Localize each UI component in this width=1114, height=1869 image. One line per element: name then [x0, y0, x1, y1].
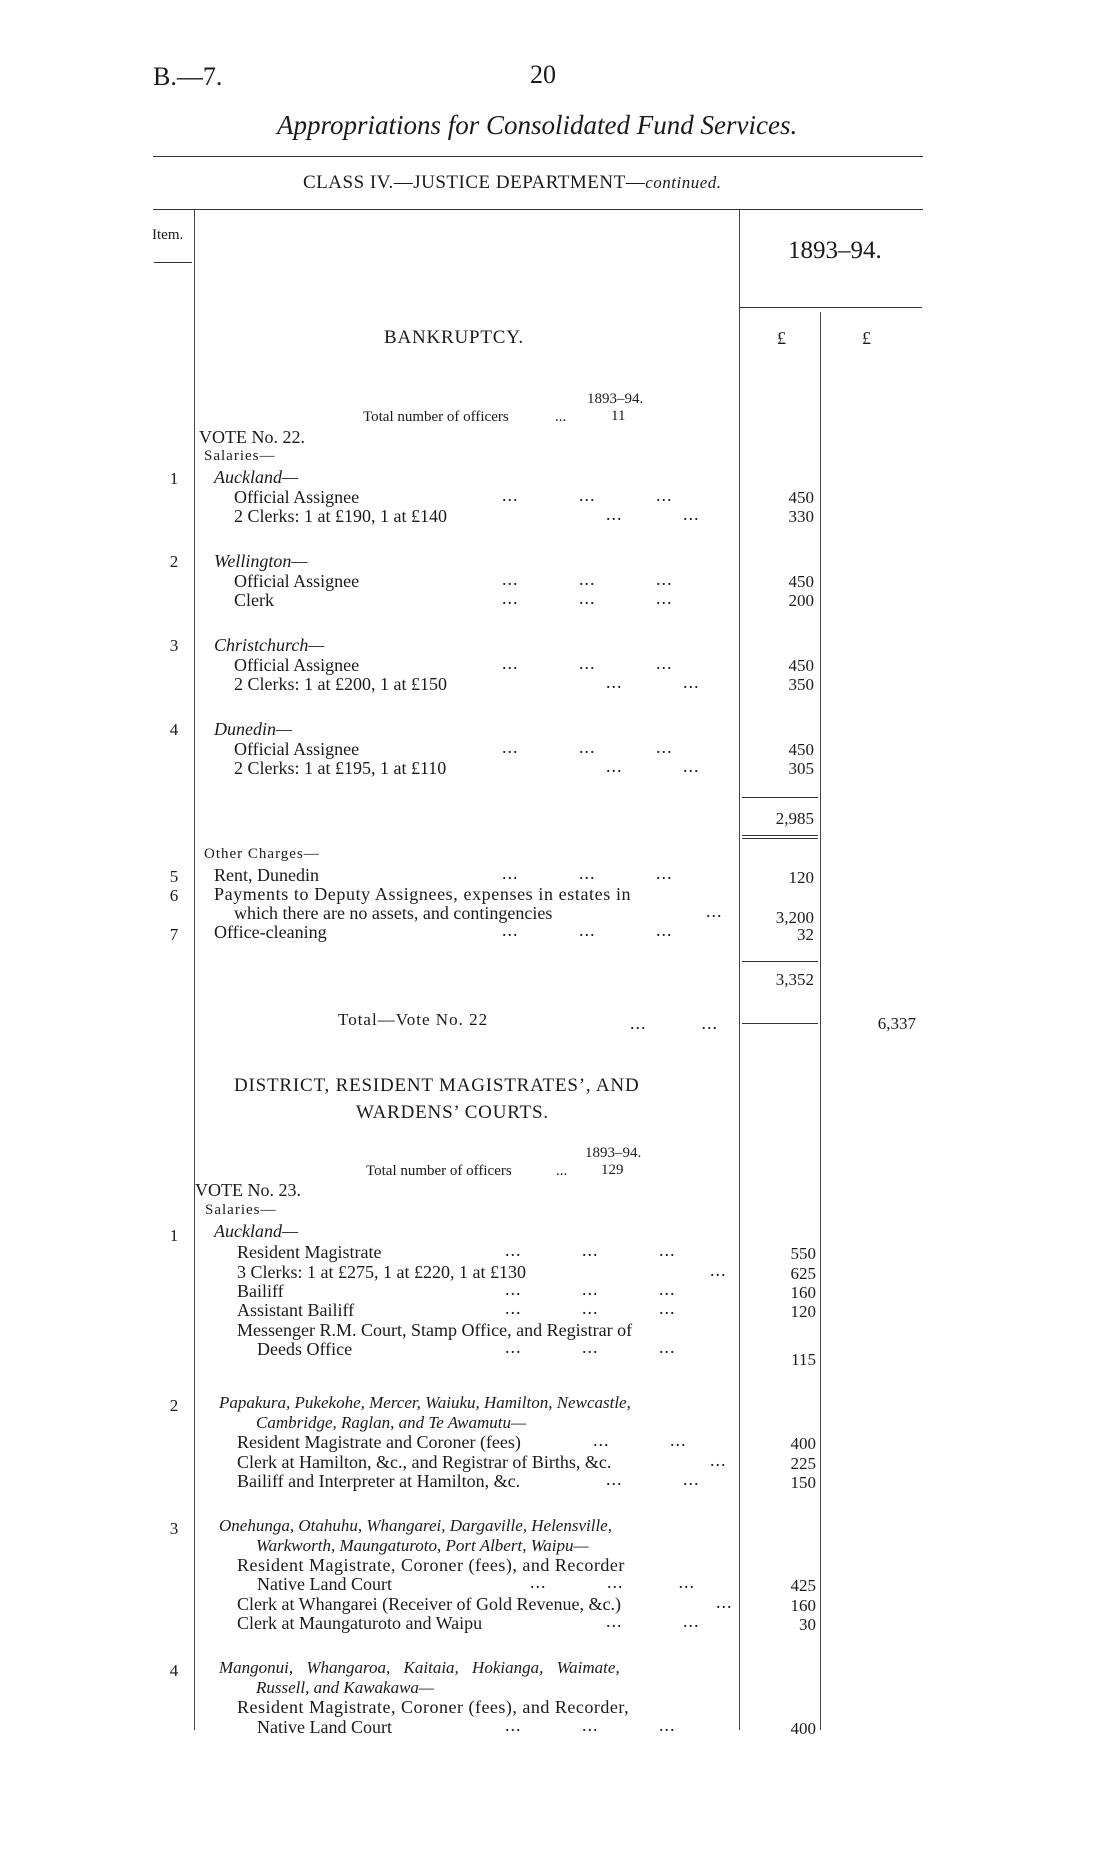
title-rule [153, 209, 923, 210]
leader-dots: ... ... ... [502, 569, 673, 589]
line-item-continued: which there are no assets, and contingencies [234, 903, 553, 923]
pound-sign-2: £ [862, 328, 871, 348]
amount: 160 [790, 1283, 816, 1302]
salaries-subtotal: 2,985 [775, 809, 814, 828]
officers-count: 129 [601, 1162, 624, 1178]
officers-dots: ... [555, 409, 567, 425]
leader-dots: ... [710, 1450, 727, 1470]
leader-dots: ... ... [630, 1013, 718, 1033]
leader-dots: ... ... [606, 672, 700, 692]
line-item: 3 Clerks: 1 at £275, 1 at £220, 1 at £130 [237, 1262, 526, 1282]
district-title-line2: WARDENS’ COURTS. [356, 1102, 549, 1123]
pound-sign-1: £ [777, 328, 786, 348]
location-heading: Auckland— [214, 1221, 298, 1241]
leader-dots: ... ... ... [502, 485, 673, 505]
line-item-continued: Native Land Court [257, 1574, 392, 1594]
officers-year: 1893–94. [587, 391, 644, 407]
line-item: Resident Magistrate [237, 1242, 382, 1262]
amount: 30 [799, 1615, 816, 1634]
amount: 150 [790, 1473, 816, 1492]
line-item: Official Assignee [234, 487, 360, 507]
subtotal-rule-bottom-2 [742, 838, 818, 839]
header-rule [153, 156, 923, 157]
line-item: Messenger R.M. Court, Stamp Office, and Registrar of [237, 1320, 633, 1340]
item-number: 5 [169, 867, 179, 886]
line-item: Rent, Dunedin [214, 865, 319, 885]
location-heading-continued: Russell, and Kawakawa— [256, 1678, 435, 1697]
amount: 305 [788, 759, 814, 778]
line-item: 2 Clerks: 1 at £190, 1 at £140 [234, 506, 447, 526]
amount: 625 [790, 1264, 816, 1283]
amount: 32 [797, 925, 814, 944]
leader-dots: ... ... ... [502, 588, 673, 608]
page-number: 20 [530, 60, 556, 89]
leader-dots: ... ... [593, 1430, 687, 1450]
item-number: 6 [169, 886, 179, 905]
amount: 115 [791, 1350, 816, 1369]
leader-dots: ... ... [606, 1611, 700, 1631]
salaries-heading: Salaries— [204, 448, 276, 464]
amount: 450 [788, 656, 814, 675]
item-number: 1 [169, 469, 179, 488]
vote-22-total-label: Total—Vote No. 22 [338, 1010, 489, 1029]
line-item: Official Assignee [234, 655, 360, 675]
officers-dots: ... [556, 1163, 568, 1179]
amount: 425 [790, 1576, 816, 1595]
amount: 200 [788, 591, 814, 610]
other-charges-subtotal: 3,352 [775, 970, 814, 989]
item-number: 3 [169, 1519, 179, 1538]
line-item: Clerk at Whangarei (Receiver of Gold Revenue, &c.) [237, 1594, 622, 1614]
officers-count: 11 [611, 408, 626, 424]
location-heading: Dunedin— [214, 719, 292, 739]
amount: 450 [788, 740, 814, 759]
officers-label: Total number of officers [366, 1163, 512, 1179]
subtotal-rule-top [742, 797, 818, 798]
location-heading-continued: Warkworth, Maungaturoto, Port Albert, Waipu— [256, 1536, 589, 1555]
leader-dots: ... ... ... [502, 653, 673, 673]
line-item: Assistant Bailiff [237, 1300, 355, 1320]
item-number: 4 [169, 1661, 179, 1680]
leader-dots: ... ... ... [505, 1298, 676, 1318]
leader-dots: ... ... ... [505, 1279, 676, 1299]
vote-22-total: 6,337 [877, 1014, 916, 1033]
line-item: 2 Clerks: 1 at £195, 1 at £110 [234, 758, 447, 778]
officers-year: 1893–94. [585, 1145, 642, 1161]
page-subtitle: Appropriations for Consolidated Fund Services. [277, 110, 798, 140]
line-item: Clerk at Maungaturoto and Waipu [237, 1613, 483, 1633]
vote-22: VOTE No. 22. [199, 427, 305, 447]
bankruptcy-title: BANKRUPTCY. [384, 327, 524, 348]
leader-dots: ... ... ... [530, 1572, 695, 1592]
subtotal-rule-bottom [742, 835, 818, 836]
amount: 550 [790, 1244, 816, 1263]
line-item: Official Assignee [234, 739, 360, 759]
item-number: 2 [169, 1396, 179, 1415]
amount: 330 [788, 507, 814, 526]
leader-dots: ... ... [606, 1469, 700, 1489]
class-title: CLASS IV.—JUSTICE DEPARTMENT—continued. [303, 172, 722, 193]
oc-subtotal-rule [742, 961, 818, 962]
line-item-continued: Native Land Court [257, 1717, 392, 1737]
district-title-line1: DISTRICT, RESIDENT MAGISTRATES’, AND [234, 1075, 640, 1096]
location-heading: Onehunga, Otahuhu, Whangarei, Dargaville, Helensville, [219, 1516, 612, 1535]
year-header-rule [740, 307, 922, 308]
line-item: Clerk [234, 590, 274, 610]
item-number: 7 [169, 925, 179, 944]
amount: 450 [788, 488, 814, 507]
line-item: Office-cleaning [214, 922, 327, 942]
salaries-heading: Salaries— [205, 1202, 277, 1218]
item-number: 1 [169, 1226, 179, 1245]
leader-dots: ... ... ... [502, 863, 673, 883]
line-item: Payments to Deputy Assignees, expenses in estates in [214, 884, 632, 904]
leader-dots: ... ... ... [505, 1715, 676, 1735]
item-header-rule [154, 262, 192, 263]
line-item: Clerk at Hamilton, &c., and Registrar of Births, &c. [237, 1452, 612, 1472]
location-heading: Auckland— [214, 467, 298, 487]
item-number: 3 [169, 636, 179, 655]
line-item-continued: Deeds Office [257, 1339, 353, 1359]
amount: 120 [788, 868, 814, 887]
location-heading: Christchurch— [214, 635, 325, 655]
line-item: Official Assignee [234, 571, 360, 591]
line-item: Resident Magistrate and Coroner (fees) [237, 1432, 521, 1452]
item-number: 4 [169, 720, 179, 739]
leader-dots: ... ... ... [505, 1240, 676, 1260]
location-heading: Mangonui, Whangaroa, Kaitaia, Hokianga, Waimate, [219, 1658, 620, 1677]
vote-23: VOTE No. 23. [195, 1180, 301, 1200]
amount: 400 [790, 1719, 816, 1738]
line-item: 2 Clerks: 1 at £200, 1 at £150 [234, 674, 447, 694]
line-item: Bailiff and Interpreter at Hamilton, &c. [237, 1471, 521, 1491]
amount: 120 [790, 1302, 816, 1321]
leader-dots: ... ... [606, 756, 700, 776]
officers-label: Total number of officers [363, 409, 509, 425]
leader-dots: ... ... ... [505, 1337, 676, 1357]
other-charges-heading: Other Charges— [204, 846, 320, 862]
amount: 450 [788, 572, 814, 591]
amount: 225 [790, 1454, 816, 1473]
location-heading: Papakura, Pukekohe, Mercer, Waiuku, Hamilton, Newcastle, [219, 1393, 631, 1412]
line-item: Bailiff [237, 1281, 284, 1301]
amount-subcolumn-divider [820, 312, 821, 1730]
document-reference: B.—7. [153, 62, 223, 91]
amount-column-divider [739, 210, 740, 1730]
item-column-divider [194, 210, 195, 1730]
year-column-header: 1893–94. [788, 237, 882, 264]
leader-dots: ... [706, 901, 723, 921]
line-item: Resident Magistrate, Coroner (fees), and Recorder [237, 1555, 625, 1575]
location-heading: Wellington— [214, 551, 308, 571]
vote-total-rule [742, 1023, 818, 1024]
line-item: Resident Magistrate, Coroner (fees), and Recorder, [237, 1697, 630, 1717]
leader-dots: ... [710, 1260, 727, 1280]
location-heading-continued: Cambridge, Raglan, and Te Awamutu— [256, 1413, 527, 1432]
leader-dots: ... ... ... [502, 737, 673, 757]
amount: 3,200 [775, 908, 814, 927]
amount: 160 [790, 1596, 816, 1615]
item-column-header: Item. [152, 227, 184, 243]
leader-dots: ... ... ... [502, 920, 673, 940]
amount: 350 [788, 675, 814, 694]
leader-dots: ... [716, 1592, 733, 1612]
leader-dots: ... ... [606, 504, 700, 524]
amount: 400 [790, 1434, 816, 1453]
item-number: 2 [169, 552, 179, 571]
